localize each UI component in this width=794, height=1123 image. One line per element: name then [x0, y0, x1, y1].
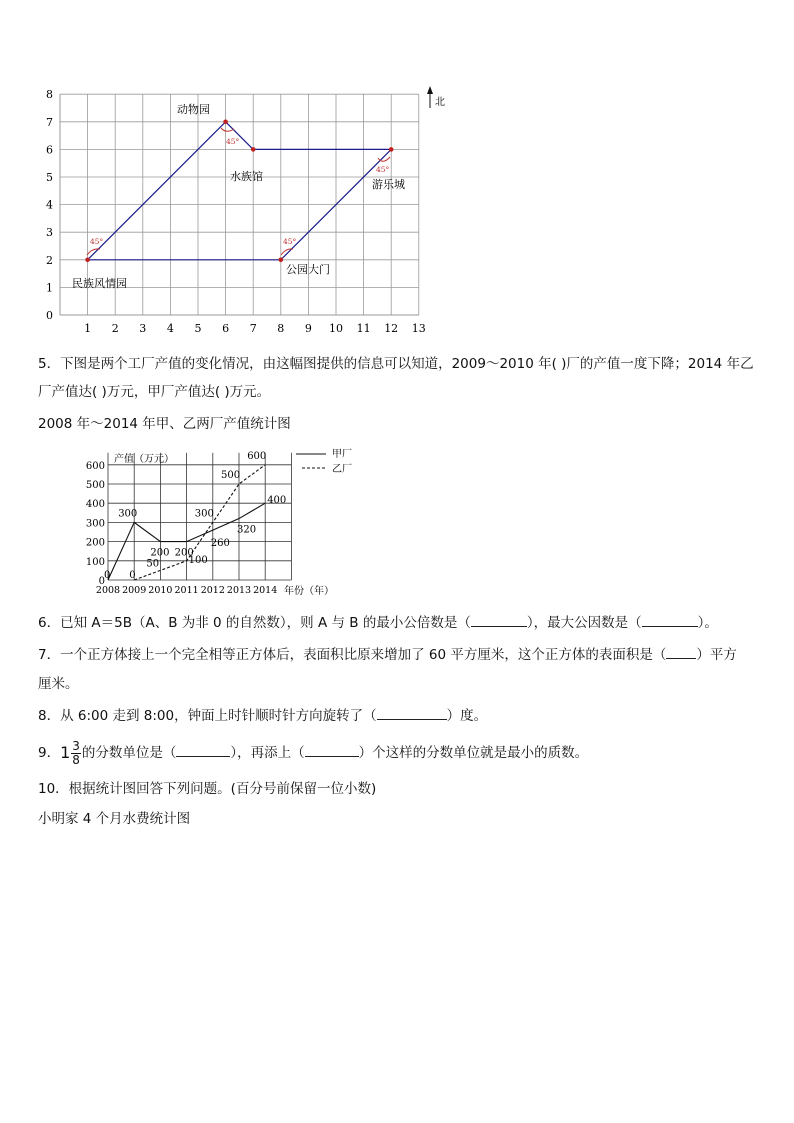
chart-x-axis-title: 年份（年）: [284, 586, 334, 597]
chart-y-tick-label: 100: [85, 556, 105, 568]
question-9: 9． 1 $\frac{3}{8}$ 的分数单位是（ ），再添上（ ）个这样的分数单位就是最小的质数。: [38, 738, 589, 767]
map-x-tick-label: 8: [277, 322, 285, 335]
question-5-line-1: 5．下图是两个工厂产值的变化情况，由这幅图提供的信息可以知道，2009～2010 年( )厂的产值一度下降；2014 年乙: [38, 356, 754, 372]
map-y-axis-labels: [46, 88, 53, 322]
chart-x-tick-label: 2011: [174, 585, 199, 596]
chart-data-label: 260: [210, 538, 230, 550]
map-x-tick-label: 12: [384, 322, 399, 335]
chart-x-tick-label: 2013: [226, 585, 252, 596]
chart-y-tick-labels: [86, 461, 105, 587]
map-x-tick-label: 11: [356, 322, 371, 335]
legend-label-yi: 乙厂: [332, 464, 352, 475]
chart-y-tick-label: 200: [85, 537, 105, 549]
map-x-tick-label: 7: [249, 322, 257, 335]
map-y-tick-label: 6: [46, 143, 53, 157]
chart-x-tick-label: 2014: [253, 585, 278, 596]
label-zoo: 动物园: [177, 103, 210, 116]
mixed-number: 1 $\frac{3}{8}$: [60, 738, 80, 767]
chart-data-label: 0: [129, 570, 136, 581]
map-x-tick-label: 13: [411, 322, 426, 335]
map-x-tick-label: 6: [222, 322, 230, 335]
map-route-path: [88, 122, 392, 260]
answer-blank-gcd[interactable]: [642, 612, 698, 627]
chart-data-label: 400: [267, 495, 287, 507]
angle-mark-amusement: [376, 157, 390, 174]
map-y-tick-label: 8: [46, 88, 53, 102]
map-x-tick-label: 5: [194, 322, 202, 335]
chart-legend: [296, 448, 352, 475]
chart-y-axis-title: 产值（万元）: [114, 454, 174, 465]
chart-x-tick-label: 2010: [148, 585, 173, 596]
factory-output-line-chart: [80, 446, 380, 598]
svg-text:45°: 45°: [226, 137, 240, 146]
map-y-tick-label: 0: [46, 309, 53, 322]
map-point: [279, 258, 284, 263]
map-point: [85, 258, 90, 263]
map-point: [251, 147, 256, 152]
question-10: 10．根据统计图回答下列问题。(百分号前保留一位小数): [38, 781, 377, 797]
answer-blank-degrees[interactable]: [377, 705, 447, 720]
chart-y-tick-label: 400: [85, 499, 105, 511]
chart-x-tick-label: 2012: [200, 585, 225, 596]
chart-data-label: 600: [247, 450, 267, 462]
legend-label-jia: 甲厂: [332, 449, 352, 460]
map-point: [223, 120, 228, 125]
map-y-tick-label: 1: [46, 281, 53, 295]
map-x-tick-label: 9: [304, 322, 312, 335]
chart-y-tick-label: 600: [85, 460, 105, 472]
map-x-tick-label: 2: [111, 322, 119, 335]
chart-data-labels: [104, 451, 286, 581]
label-amusement-park: 游乐城: [372, 178, 405, 191]
label-aquarium: 水族馆: [230, 170, 263, 183]
map-y-tick-label: 2: [46, 253, 53, 267]
chart-y-tick-label: 500: [85, 480, 105, 491]
map-y-tick-label: 7: [46, 115, 53, 129]
chart-data-label: 200: [150, 547, 170, 559]
chart-data-label: 50: [146, 558, 160, 570]
map-x-tick-label: 3: [139, 322, 147, 335]
map-y-tick-label: 5: [46, 171, 53, 184]
answer-blank-fraction-unit[interactable]: [176, 742, 230, 757]
chart-data-label: 320: [237, 524, 257, 536]
question-8: 8．从 6:00 走到 8:00，钟面上时针顺时针方向旋转了（ ）度。: [38, 705, 487, 726]
label-park-gate: 公园大门: [286, 263, 330, 276]
water-fee-chart-title: 小明家 4 个月水费统计图: [38, 811, 191, 827]
map-x-tick-label: 10: [329, 322, 343, 335]
chart-x-tick-label: 2009: [122, 585, 147, 596]
north-label: 北: [435, 97, 445, 108]
chart-title: 2008 年～2014 年甲、乙两厂产值统计图: [38, 416, 291, 432]
label-folk-garden: 民族风情园: [72, 277, 127, 290]
map-y-tick-label: 3: [46, 226, 53, 240]
angle-mark-zoo: [221, 128, 240, 146]
chart-y-tick-label: 300: [85, 518, 105, 530]
chart-data-label: 300: [118, 508, 138, 520]
svg-text:45°: 45°: [90, 237, 104, 246]
answer-blank-lcm[interactable]: [471, 612, 527, 627]
chart-x-tick-labels: [96, 585, 277, 596]
chart-data-label: 500: [221, 470, 241, 481]
chart-y-tick-label: 0: [98, 576, 105, 587]
chart-data-label: 200: [174, 547, 194, 559]
north-arrow-icon: [427, 86, 433, 108]
map-x-axis-labels: [84, 322, 426, 335]
answer-blank-unit-count[interactable]: [305, 742, 359, 757]
question-5-line-2: 厂产值达( )万元，甲厂产值达( )万元。: [38, 384, 271, 400]
question-6: 6．已知 A＝5B（A、B 为非 0 的自然数），则 A 与 B 的最小公倍数是（ ），最大公因数是（ ）。: [38, 612, 718, 633]
park-map-figure: [30, 80, 470, 340]
answer-blank-surface-area[interactable]: [666, 644, 696, 659]
map-x-tick-label: 1: [84, 322, 92, 335]
map-point: [389, 147, 394, 152]
chart-data-label: 0: [104, 570, 111, 581]
map-x-tick-label: 4: [166, 322, 174, 335]
svg-text:45°: 45°: [283, 237, 297, 246]
chart-data-label: 300: [194, 508, 214, 520]
question-7-line-1: 7．一个正方体接上一个完全相等正方体后，表面积比原来增加了 60 平方厘米，这个正方体的表面积是（ ）平方: [38, 644, 737, 665]
map-route: [85, 120, 393, 263]
svg-text:45°: 45°: [376, 165, 390, 174]
chart-data-label: 100: [188, 554, 208, 566]
chart-x-tick-label: 2008: [95, 585, 121, 596]
question-7-line-2: 厘米。: [38, 676, 79, 692]
map-y-tick-label: 4: [46, 198, 53, 212]
